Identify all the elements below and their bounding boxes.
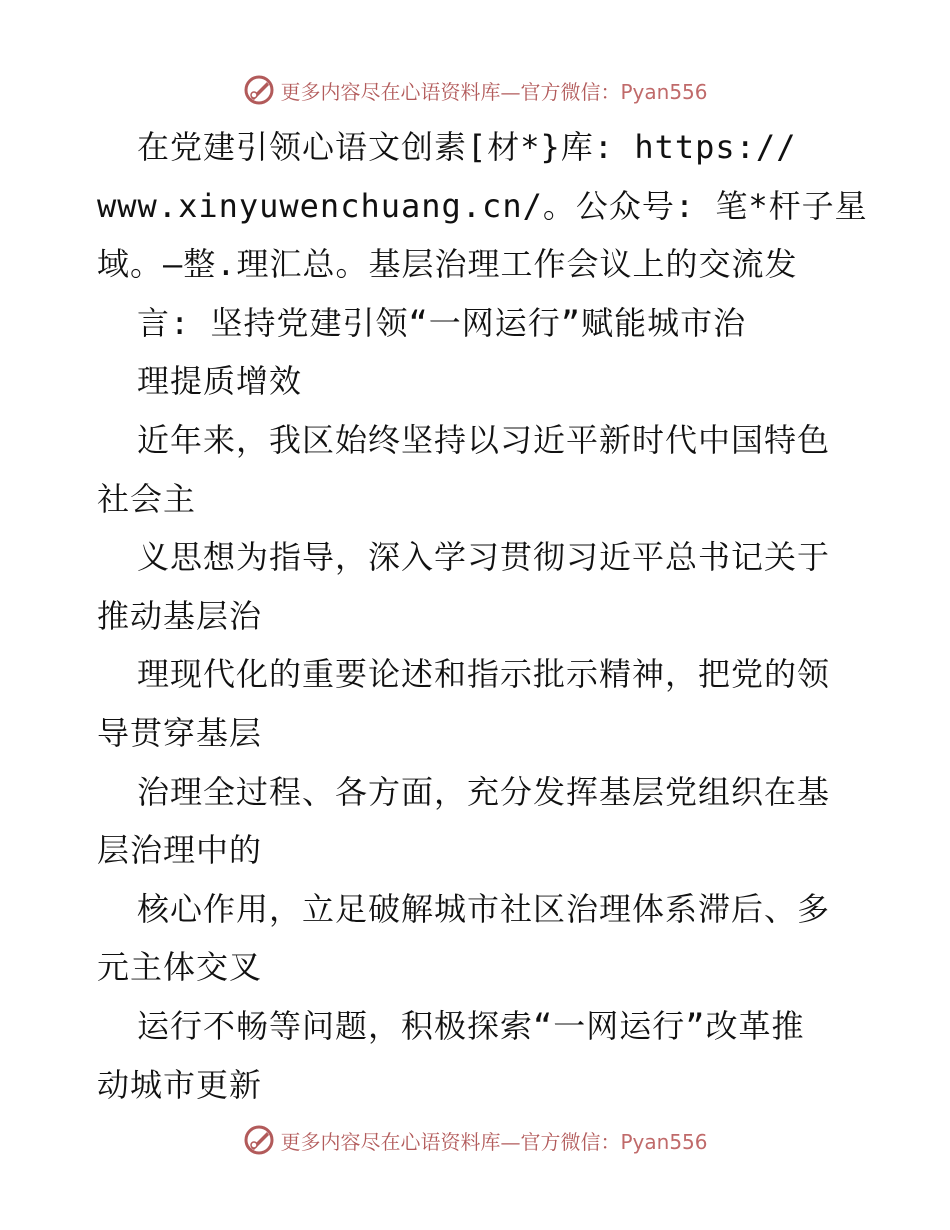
text-line: 在党建引领心语文创素[材*}库: https:// [137,128,797,166]
text-line: 导贯穿基层 [97,713,263,752]
text-line: 运行不畅等问题，积极探索“一网运行”改革推 [137,1006,805,1045]
text-line: 社会主 [97,479,197,518]
quill-logo-icon [242,1123,276,1157]
text-line: 推动基层治 [97,596,263,635]
quill-logo-icon [242,73,276,107]
document-body [97,118,868,1114]
text-line: www.xinyuwenchuang.cn/。公众号: 笔*杆子星 [97,186,868,225]
text-line: 治理全过程、各方面，充分发挥基层党组织在基 [137,772,831,811]
text-line: 层治理中的 [97,831,263,870]
watermark-text: 更多内容尽在心语资料库—官方微信：Pyan556 [280,79,708,104]
header-watermark [0,70,950,110]
text-line: 言: 坚持党建引领“一网运行”赋能城市治 [137,303,747,342]
text-line: 理现代化的重要论述和指示批示精神，把党的领 [137,655,831,694]
watermark-contact: Pyan556 [620,79,708,104]
text-line: 核心作用，立足破解城市社区治理体系滞后、多 [137,889,831,928]
text-line: 动城市更新 [97,1065,263,1104]
text-line: 域。—整.理汇总。基层治理工作会议上的交流发 [97,245,798,284]
text-line: 理提质增效 [137,362,303,401]
footer-watermark [0,1120,950,1160]
text-line: 近年来，我区始终坚持以习近平新时代中国特色 [137,420,831,459]
watermark-contact: Pyan556 [620,1129,708,1154]
text-line: 义思想为指导，深入学习贯彻习近平总书记关于 [137,538,831,577]
watermark-text: 更多内容尽在心语资料库—官方微信：Pyan556 [280,1129,708,1154]
text-line: 元主体交叉 [97,948,263,987]
